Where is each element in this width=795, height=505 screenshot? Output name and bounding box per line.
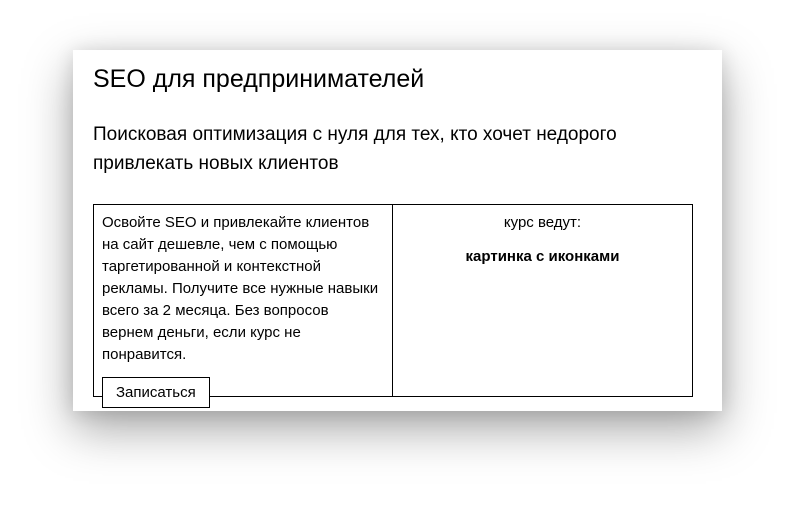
page-title: SEO для предпринимателей	[93, 65, 425, 93]
signup-button[interactable]: Записаться	[102, 377, 210, 408]
instructors-cell	[393, 205, 692, 396]
page-subtitle: Поисковая оптимизация с нуля для тех, кто хочет недорого привлекать новых клиентов	[93, 124, 617, 174]
course-description-cell	[94, 205, 393, 401]
landing-card	[73, 50, 722, 411]
course-description: Освойте SEO и привлекайте клиентов на сайт дешевле, чем с помощью таргетированной и контекстной рекламы. Получите все нужные навыки всего за 2 месяца. Без вопросов вернем деньги, если курс не понравится.	[102, 214, 379, 363]
instructors-image-placeholder: картинка с иконками	[465, 248, 620, 265]
instructors-label: курс ведут:	[503, 214, 582, 231]
course-info-box	[93, 204, 693, 401]
